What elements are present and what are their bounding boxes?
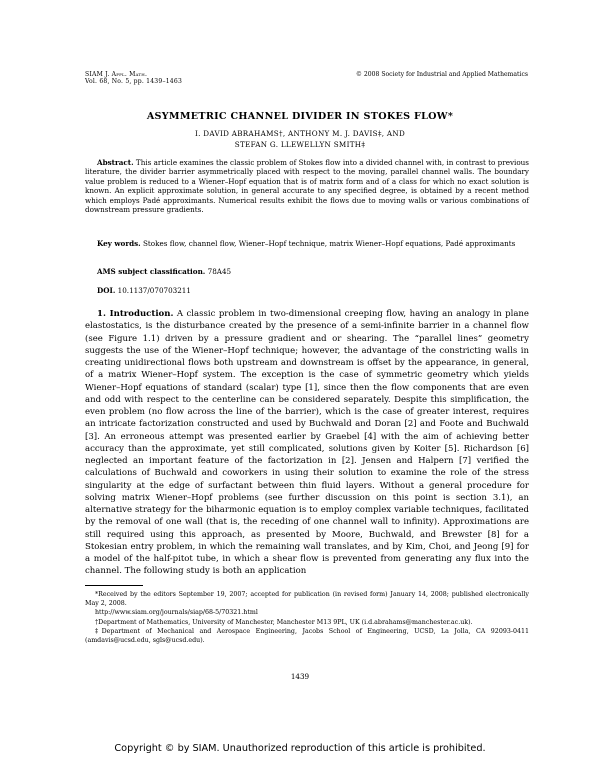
society-copyright: © 2008 Society for Industrial and Applied Mathematics: [355, 71, 528, 78]
journal-header: [85, 71, 182, 86]
abstract: [85, 158, 529, 214]
author-line-2: STEFAN G. LLEWELLYN SMITH‡: [234, 140, 366, 149]
abstract-text: This article examines the classic problem of Stokes flow into a divided channel with, in contrast to previous literature, the divider barrier asymmetrically placed with respect to the moving, parallel channel walls. The boundary value problem is reduced to a Wiener–Hopf equation that is of matrix form and of a class for which no exact solution is known. An explicit approximate solution, in general accurate to any specified degree, is obtained by a recent method which employs Padé approximants. Numerical results exhibit the flows due to moving walls or various combinations of downstream pressure gradients.: [85, 158, 529, 215]
introduction-section: [85, 308, 529, 578]
abstract-label: Abstract.: [97, 158, 134, 167]
author-line-1: I. DAVID ABRAHAMS†, ANTHONY M. J. DAVIS‡, AND: [194, 129, 406, 138]
ams-text: 78A45: [207, 267, 232, 276]
journal-name: SIAM J. Appl. Math.: [85, 71, 148, 78]
copyright-footer: Copyright © by SIAM. Unauthorized reproduction of this article is prohibited.: [114, 743, 486, 754]
author-list: [0, 128, 600, 150]
doi-text: 10.1137/070703211: [117, 286, 191, 295]
keywords-text: Stokes flow, channel flow, Wiener–Hopf technique, matrix Wiener–Hopf equations, Padé approximants: [142, 239, 516, 248]
footnote-url[interactable]: http://www.siam.org/journals/siap/68-5/70321.html: [95, 609, 258, 617]
ams-label: AMS subject classification.: [97, 267, 206, 276]
footnotes: [85, 590, 529, 645]
footnote-rule: [85, 585, 143, 586]
section-body: A classic problem in two-dimensional creeping flow, having an analogy in plane elastostatics, is the disturbance created by the presence of a semi-infinite barrier in a channel flow (see Figure 1.1) driven by a pressure gradient and or shearing. The “parallel lines” geometry suggests the use of the Wiener–Hopf technique; however, the advantage of the constricting walls in creating unidirectional flows both upstream and downstream is offset by the appearance, in general, of a matrix Wiener–Hopf system. The exception is the case of symmetric geometry which yields Wiener–Hopf equations of standard (scalar) type [1], since then the flow components that are even and odd with respect to the centerline can be considered separately. Despite this simplification, the even problem (no flow across the line of the barrier), which is the case of greater interest, requires an intricate factorization constructed and used by Buchwald and Doran [2] and Foote and Buchwald [3]. An erroneous attempt was presented earlier by Graebel [4] with the aim of achieving better accuracy than the approximate, yet still complicated, solutions given by Koiter [5]. Richardson [6] neglected an important feature of the factorization in [2]. Jensen and Halpern [7] verified the calculations of Buchwald and coworkers in using their solution to examine the role of the stress singularity at the edge of surfactant between thin fluid layers. Without a general procedure for solving matrix Wiener–Hopf problems (see further discussion on this point is section 3.1), an alternative strategy for the biharmonic equation is to employ complex variable techniques, facilitated by the removal of one wall (that is, the receding of one channel wall to infinity). Approximations are still required using this approach, as presented by Moore, Buchwald, and Brewster [8] for a Stokesian entry problem, in which the remaining wall translates, and by Kim, Choi, and Jeong [9] for a model of the half-pitot tube, in which a shear flow is prevented from generating any flux into the channel. The following study is both an application: [85, 309, 529, 577]
footnote-affiliation-1: †Department of Mathematics, University of Manchester, Manchester M13 9PL, UK (i.d.abrahams@manchester.ac.uk).: [95, 618, 473, 626]
footnote-received-text: *Received by the editors September 19, 2007; accepted for publication (in revised form) January 14, 2008; published electronically May 2, 2008.: [85, 591, 529, 608]
footnote-affiliation-2: ‡Department of Mechanical and Aerospace Engineering, Jacobs School of Engineering, UCSD, La Jolla, CA 92093-0411 (amdavis@ucsd.edu, sgls@ucsd.edu).: [85, 627, 529, 645]
section-heading: 1. Introduction.: [97, 309, 174, 319]
ams-classification: [85, 267, 529, 276]
doi-label: DOI.: [97, 286, 116, 295]
journal-volume: Vol. 68, No. 5, pp. 1439–1463: [85, 78, 183, 86]
keywords: [85, 239, 529, 248]
footnote-received: [85, 590, 529, 618]
paper-title: ASYMMETRIC CHANNEL DIVIDER IN STOKES FLOW*: [146, 111, 454, 122]
keywords-label: Key words.: [97, 239, 141, 248]
doi: [85, 286, 529, 295]
page-number: 1439: [290, 672, 310, 681]
